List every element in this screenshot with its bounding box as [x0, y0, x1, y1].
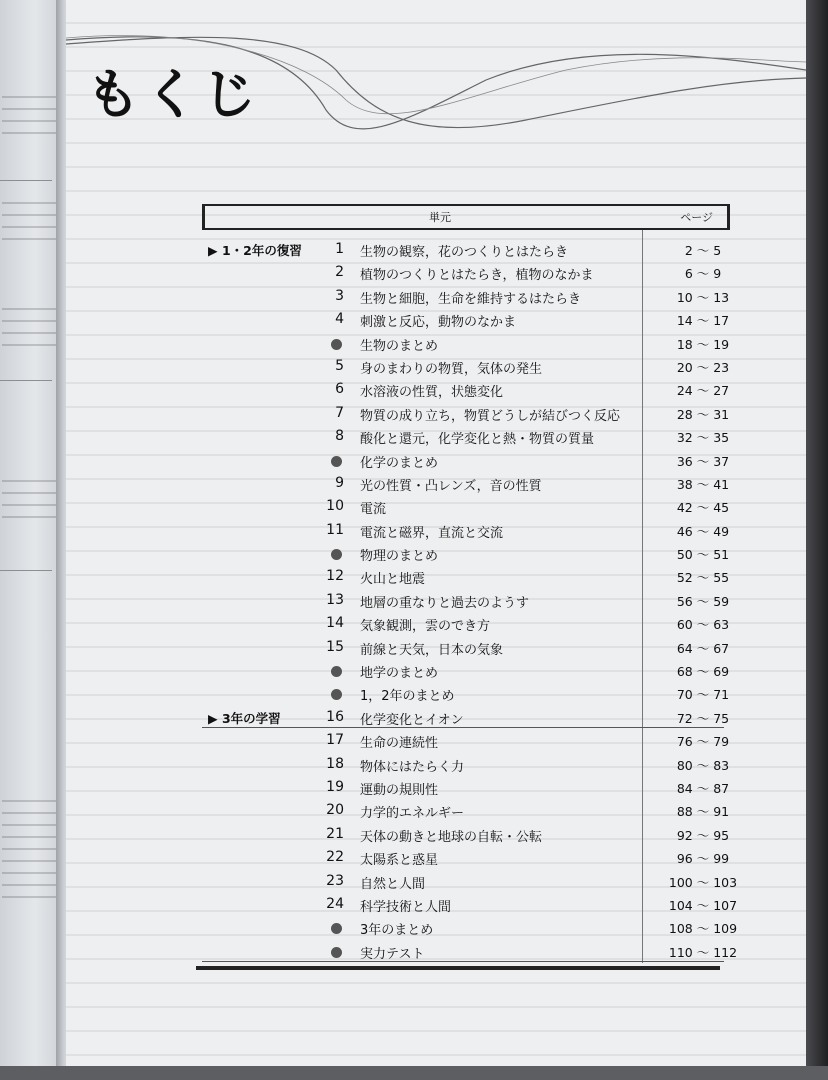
- row-number: 19: [326, 778, 344, 795]
- row-title: 科学技術と人間: [360, 899, 452, 915]
- bullet-icon: [331, 689, 342, 700]
- row-number: 2: [335, 264, 344, 281]
- row-number: 13: [326, 591, 344, 608]
- book-cover-edge: [806, 0, 828, 1080]
- row-title: 力学的エネルギー: [360, 806, 465, 822]
- row-pages: 56 〜 59: [676, 593, 730, 609]
- row-number: 12: [326, 568, 344, 585]
- row-pages: 20 〜 23: [676, 359, 730, 375]
- row-title: 地学のまとめ: [360, 666, 439, 682]
- row-title: 前線と天気，日本の気象: [360, 642, 504, 658]
- row-pages: 104 〜 107: [668, 897, 738, 913]
- previous-page-strip: [0, 0, 58, 1080]
- section-label-1-2-review: ▶ 1・2年の復習: [208, 243, 302, 258]
- row-title: 3年のまとめ: [360, 923, 434, 939]
- row-number: 15: [326, 638, 344, 655]
- row-pages: 80 〜 83: [676, 757, 730, 773]
- row-pages: 72 〜 75: [676, 710, 730, 726]
- row-number: 23: [326, 872, 344, 889]
- row-number: 24: [326, 895, 344, 912]
- row-title: 気象観測，雲のでき方: [360, 619, 491, 635]
- row-pages: 14 〜 17: [676, 313, 730, 329]
- table-header: [202, 204, 730, 230]
- row-number: 9: [335, 474, 344, 491]
- row-pages: 96 〜 99: [676, 851, 730, 867]
- row-title: 化学変化とイオン: [360, 712, 464, 728]
- faded-text-fragment: [2, 298, 56, 352]
- row-title: 天体の動きと地球の自転・公転: [360, 829, 543, 845]
- row-pages: 10 〜 13: [676, 289, 730, 305]
- row-number: 18: [326, 755, 344, 772]
- faded-text-fragment: [2, 86, 56, 140]
- row-number: 22: [326, 849, 344, 866]
- row-pages: 32 〜 35: [676, 430, 730, 446]
- row-number: 6: [335, 381, 344, 398]
- row-number: 14: [326, 615, 344, 632]
- row-pages: 70 〜 71: [676, 687, 730, 703]
- faded-text-fragment: [2, 790, 56, 900]
- row-number: 20: [326, 802, 344, 819]
- section-label-3rd-year: ▶ 3年の学習: [208, 710, 281, 726]
- row-title: 物体にはたらく力: [360, 759, 465, 775]
- row-pages: 46 〜 49: [676, 523, 730, 539]
- contents-table: [202, 204, 738, 963]
- row-title: 1，2年のまとめ: [360, 689, 455, 705]
- row-number: 1: [335, 241, 344, 257]
- row-number: 3: [335, 287, 344, 304]
- row-pages: 6 〜 9: [684, 266, 722, 282]
- row-number: 10: [326, 498, 344, 515]
- row-number: 4: [335, 311, 344, 328]
- row-title: 刺激と反応，動物のなかま: [360, 315, 517, 331]
- page-rule: [0, 380, 52, 381]
- bullet-icon: [331, 923, 342, 934]
- bullet-icon: [331, 666, 342, 677]
- table-bottom-rule: [196, 966, 720, 970]
- row-number: 17: [326, 732, 344, 749]
- header-page: ページ: [680, 211, 713, 224]
- row-pages: 28 〜 31: [676, 406, 730, 422]
- row-title: 身のまわりの物質，気体の発生: [360, 361, 543, 377]
- row-title: 電流: [360, 502, 387, 518]
- row-pages: 110 〜 112: [668, 944, 738, 960]
- row-title: 運動の規則性: [360, 782, 439, 798]
- row-pages: 42 〜 45: [676, 500, 730, 516]
- row-pages: 60 〜 63: [676, 617, 730, 633]
- row-pages: 24 〜 27: [676, 383, 730, 399]
- faded-text-fragment: [2, 470, 56, 524]
- row-title: 生物のまとめ: [360, 338, 439, 354]
- row-pages: 84 〜 87: [676, 780, 730, 796]
- row-title: 実力テスト: [360, 946, 425, 962]
- row-pages: 18 〜 19: [676, 336, 730, 352]
- row-pages: 36 〜 37: [676, 453, 730, 469]
- bullet-icon: [331, 339, 342, 350]
- page-rule: [0, 180, 52, 181]
- bullet-icon: [331, 947, 342, 958]
- row-number: 7: [335, 404, 344, 421]
- row-title: 生物の観察，花のつくりとはたらき: [360, 245, 569, 260]
- row-title: 生命の連続性: [360, 736, 439, 752]
- row-number: 8: [335, 428, 344, 445]
- row-pages: 68 〜 69: [676, 664, 730, 680]
- row-number: 21: [326, 825, 344, 842]
- row-pages: 100 〜 103: [668, 874, 738, 890]
- table-body: [202, 230, 738, 963]
- row-number: 16: [326, 708, 344, 725]
- page-title: もくじ: [86, 63, 260, 126]
- row-title: 地層の重なりと過去のようす: [360, 595, 530, 611]
- row-title: 太陽系と惑星: [360, 853, 439, 869]
- row-pages: 76 〜 79: [676, 734, 730, 750]
- row-title: 水溶液の性質，状態変化: [360, 385, 504, 401]
- row-pages: 50 〜 51: [676, 547, 730, 563]
- row-number: 11: [326, 521, 344, 538]
- row-title: 物質の成り立ち，物質どうしが結びつく反応: [360, 408, 621, 424]
- page-rule: [0, 570, 52, 571]
- bullet-icon: [331, 456, 342, 467]
- page-bottom-edge: [0, 1066, 828, 1080]
- row-title: 自然と人間: [360, 876, 426, 892]
- row-title: 酸化と還元，化学変化と熱・物質の質量: [360, 432, 595, 448]
- row-pages: 64 〜 67: [676, 640, 730, 656]
- row-title: 植物のつくりとはたらき，植物のなかま: [360, 268, 594, 284]
- row-pages: 92 〜 95: [676, 827, 730, 843]
- row-title: 化学のまとめ: [360, 455, 439, 471]
- row-title: 光の性質・凸レンズ，音の性質: [360, 478, 542, 494]
- row-title: 火山と地震: [360, 572, 426, 588]
- row-pages: 38 〜 41: [676, 476, 730, 492]
- contents-page: [66, 0, 806, 1068]
- row-title: 生物と細胞，生命を維持するはたらき: [360, 291, 582, 307]
- bullet-icon: [331, 549, 342, 560]
- row-number: 5: [335, 357, 344, 374]
- row-pages: 2 〜 5: [684, 243, 722, 258]
- row-title: 電流と磁界，直流と交流: [360, 525, 504, 541]
- header-unit: 単元: [429, 211, 451, 224]
- row-title: 物理のまとめ: [360, 549, 439, 565]
- faded-text-fragment: [2, 192, 56, 246]
- row-pages: 108 〜 109: [668, 921, 738, 937]
- row-pages: 52 〜 55: [676, 570, 730, 586]
- row-pages: 88 〜 91: [676, 804, 730, 820]
